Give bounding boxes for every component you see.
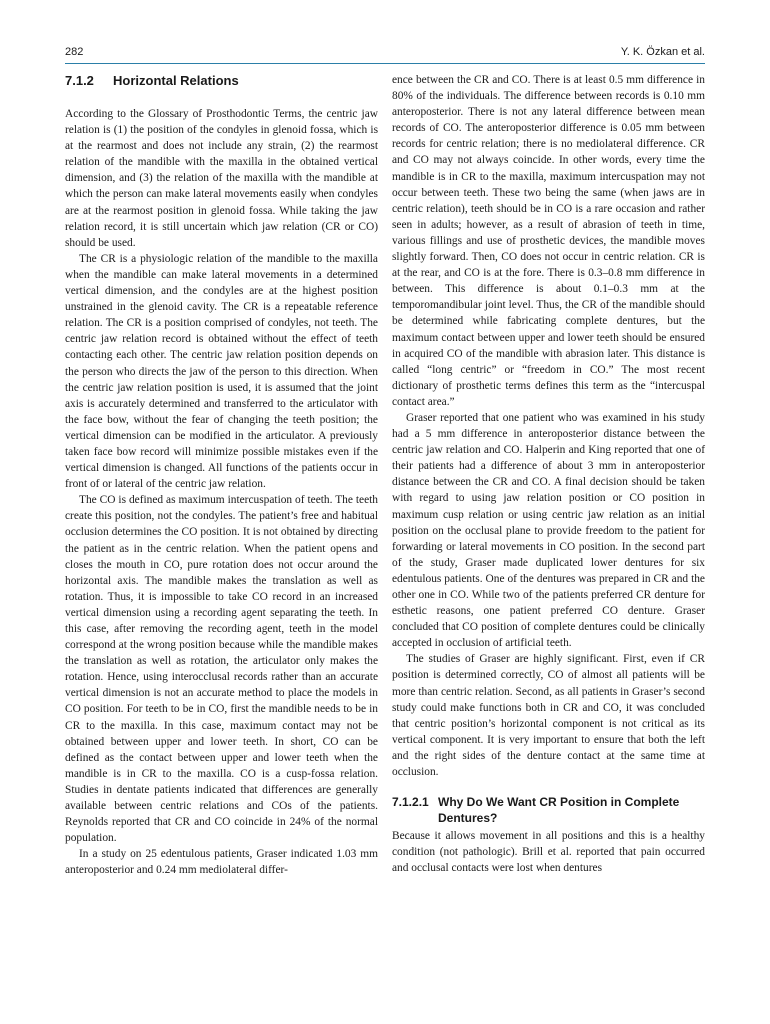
subsection-title: Why Do We Want CR Position in Complete Dentures?: [438, 795, 680, 826]
header-rule: [65, 63, 705, 64]
paragraph: According to the Glossary of Prosthodontic Terms, the centric jaw relation is (1) the position of the condyles in glenoid fossa, which is at the rearmost and does not include any strain, (2) the rearmost relation of the mandible with the maxilla in the obtained vertical dimension, and (3) the relation of the maxilla with the mandible at which the person can make lateral movements easily when condyles are at the rearmost position in glenoid fossa. While taking the jaw relation record, it is still uncertain which jaw relation (CR or CO) should be used.: [65, 108, 378, 249]
paragraph: ence between the CR and CO. There is at least 0.5 mm difference in 80% of the individuals. The difference between records is 0.10 mm anteroposterior. There is not any lateral difference between mean records of CO. The anteroposterior difference is 0.05 mm between records for centric relation; there is no mediolateral difference. CR and CO may not always coincide. In other words, every time the mandible is in CR to the maxilla, maximum intercuspation may not occur between teeth. These two being the same (when jaws are in centric relation), teeth should be in CO is a rare occasion and rather seen in adults; however, as a result of abrasion of teeth in time, various fillings and use of prosthetic devices, the mandible moves slightly forward. Then, CO does not occur in centric relation. CR is at the rear, and CO is at the fore. There is 0.3–0.8 mm difference in between. This difference is about 0.1–0.3 mm at the temporomandibular joint level. Thus, the CR of the mandible should be determined while fabricating complete dentures, but the maximum contact between upper and lower teeth should be ensured in acquired CO of the mandible with abrasion later. This distance is called “long centric” or “freedom in CO.” The most recent dictionary of prosthetic terms defines this term as the “intercuspal contact area.”: [392, 74, 705, 408]
section-title: Horizontal Relations: [113, 73, 239, 88]
paragraph: The CR is a physiologic relation of the mandible to the maxilla when the mandible can make lateral movements in a determined vertical dimension, and the condyles are at the highest position unstrained in the glenoid cavity. The CR is a repeatable reference relation. The CR is a position comprised of condyles, not teeth. The centric jaw relation record is obtained without the effect of teeth contacting each other. The centric jaw relation position depends on the person who directs the jaw of the person to this direction. When the centric jaw relation position is used, it is assumed that the joint axis is accurately determined and transferred to the articulator with the face bow, without the fear of changing the teeth position; the vertical dimension can be modified in the articulator. A previously taken face bow record will minimize possible mistakes even if the vertical dimension is changed. All functions of the patients occur in front of or lateral of the centric jaw relation.: [65, 252, 378, 491]
paragraph: The studies of Graser are highly significant. First, even if CR position is determined correctly, CO of almost all patients will be more than centric relation. Second, as all patients in Graser’s second study could make functions both in CR and CO, it was concluded that centric position’s horizontal component is not critical as its vertical component. It is very important to ensure that both the left and the right sides of the denture contact at the same time at occlusion.: [392, 653, 705, 779]
section-heading: [65, 72, 378, 90]
page-header: [65, 44, 705, 62]
running-head: Y. K. Özkan et al.: [620, 46, 705, 58]
subsection-number: 7.1.2.1: [392, 795, 429, 810]
page-number: 282: [65, 46, 84, 58]
left-column: [65, 72, 378, 879]
paragraph: Because it allows movement in all positions and this is a healthy condition (not pathologic). Brill et al. reported that pain occurred and occlusal contacts were lost when dentures: [392, 830, 705, 875]
section-number: 7.1.2: [65, 73, 94, 88]
paragraph: The CO is defined as maximum intercuspation of teeth. The teeth create this position, not the condyles. The patient’s free and habitual occlusion determines the CO position. It is not obtained by directing the patient as in the centric relation. When the patient opens and closes the mouth in CO, pure rotation does not occur around the horizontal axis. The mandible makes the translation as well as rotation. Thus, it is impossible to take CO record in an increased vertical dimension using a recording agent separating the teeth. In this case, after removing the recording agent, teeth in the model correspond at the wrong position because while the mandible makes the translation as well as rotation, the articulator only makes the rotation. Hence, using interocclusal records rather than an accurate vertical dimension is not an accurate method to place the models in CO position. For teeth to be in CO, first the mandible needs to be in CR to the maxilla. In this case, maximum contact may not be obtained between upper and lower teeth. In short, CO can be defined as the contact between upper and lower teeth when the mandible is in CR to the maxilla. CO is a cusp-fossa relation. Studies in dentate patients indicated that differences are generally available between centric relations and COs of the patients. Reynolds reported that CR and CO coincide in 24% of the normal population.: [65, 494, 378, 845]
subsection-heading: [392, 794, 705, 826]
right-column: [392, 72, 705, 876]
paragraph: Graser reported that one patient who was examined in his study had a 5 mm difference in anteroposterior distance between the centric jaw relation and CO. Halperin and King reported that one of their patients had a difference of about 3 mm in anteroposterior distance between the CR and CO. A final decision should be taken with regard to using jaw relation position or CO position in maximum cusp relation or using centric jaw relation as an initial position on the occlusal plane to provide freedom to the patient for forwarding or lateral movements in CO position. In the second part of the study, Graser made duplicated lower dentures for six edentulous patients. One of the dentures was prepared in CR and the other one in CO. While two of the patients preferred CR denture for esthetic reasons, one patient preferred CO denture. Graser concluded that CO position of complete dentures could be clinically accepted in occlusion of artificial teeth.: [392, 411, 705, 650]
paragraph: In a study on 25 edentulous patients, Graser indicated 1.03 mm anteroposterior and 0.24 mm mediolateral differ-: [65, 848, 378, 877]
